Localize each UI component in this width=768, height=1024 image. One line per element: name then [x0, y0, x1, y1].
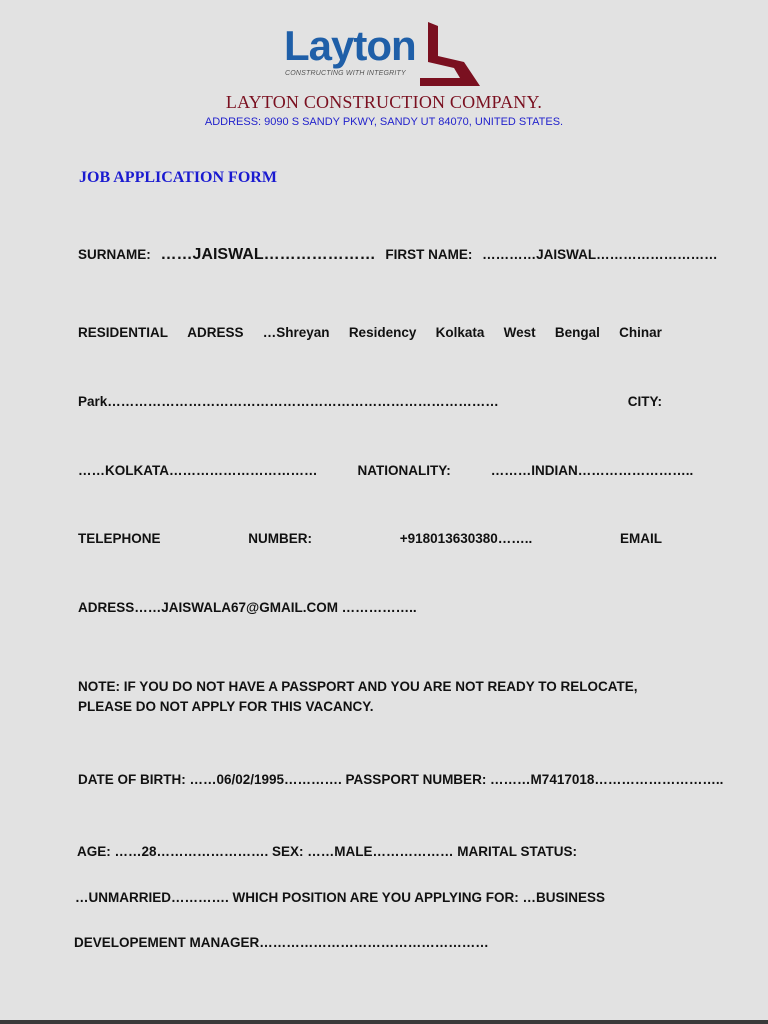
age-sex-marital-row: AGE: ……28……………………. SEX: ……MALE……………… MARITAL STATUS: [77, 844, 578, 859]
address-word: …Shreyan [262, 325, 330, 340]
nationality-value: ………INDIAN…………………….. [490, 463, 694, 478]
company-logo-wordmark: Layton [284, 22, 416, 69]
page-bottom-border [0, 1020, 768, 1024]
position-row: DEVELOPEMENT MANAGER…………………………………………… [74, 935, 489, 950]
company-logo-tagline: CONSTRUCTING WITH INTEGRITY [285, 70, 406, 77]
telephone-label: TELEPHONE [78, 531, 161, 546]
address-word: Bengal [554, 325, 600, 340]
address-continuation: Park…………………………………………………………………………… [78, 394, 499, 409]
company-name: LAYTON CONSTRUCTION COMPANY. [225, 92, 543, 112]
company-address: ADDRESS: 9090 S SANDY PKWY, SANDY UT 84070, UNITED STATES. [204, 116, 564, 128]
address-word: RESIDENTIAL [78, 325, 169, 340]
first-name-label: FIRST NAME: [385, 247, 473, 262]
first-name-value: …………JAISWAL……………………… [482, 247, 718, 262]
nationality-label: NATIONALITY: [357, 463, 451, 478]
address-word: Kolkata [435, 325, 485, 340]
email-label: EMAIL [620, 531, 662, 546]
residential-address-row [78, 324, 662, 342]
note-line: NOTE: IF YOU DO NOT HAVE A PASSPORT AND YOU ARE NOT READY TO RELOCATE, [78, 679, 638, 694]
status-position-row: …UNMARRIED…………. WHICH POSITION ARE YOU APPLYING FOR: …BUSINESS [75, 890, 606, 905]
dob-passport-row: DATE OF BIRTH: ……06/02/1995…………. PASSPORT NUMBER: ………M7417018……………………….. [78, 772, 724, 787]
note-line: PLEASE DO NOT APPLY FOR THIS VACANCY. [78, 699, 374, 714]
city-value: ……KOLKATA…………………………… [78, 463, 318, 478]
telephone-value: +918013630380…….. [399, 531, 533, 546]
company-logo-mark-icon [420, 22, 482, 88]
address-city-row [78, 393, 662, 411]
address-word: Chinar [619, 325, 662, 340]
city-nationality-row [78, 462, 694, 480]
address-word: ADRESS [187, 325, 244, 340]
surname-value: ……JAISWAL………………… [160, 246, 376, 263]
note-paragraph [78, 677, 638, 717]
surname-label: SURNAME: [78, 247, 151, 262]
surname-row [78, 246, 718, 264]
address-word: Residency [348, 325, 417, 340]
telephone-row [78, 530, 662, 548]
address-word: West [503, 325, 536, 340]
city-label: CITY: [627, 394, 662, 409]
form-title: JOB APPLICATION FORM [79, 169, 277, 186]
number-label: NUMBER: [248, 531, 313, 546]
email-row: ADRESS……JAISWALA67@GMAIL.COM …………….. [78, 600, 417, 615]
